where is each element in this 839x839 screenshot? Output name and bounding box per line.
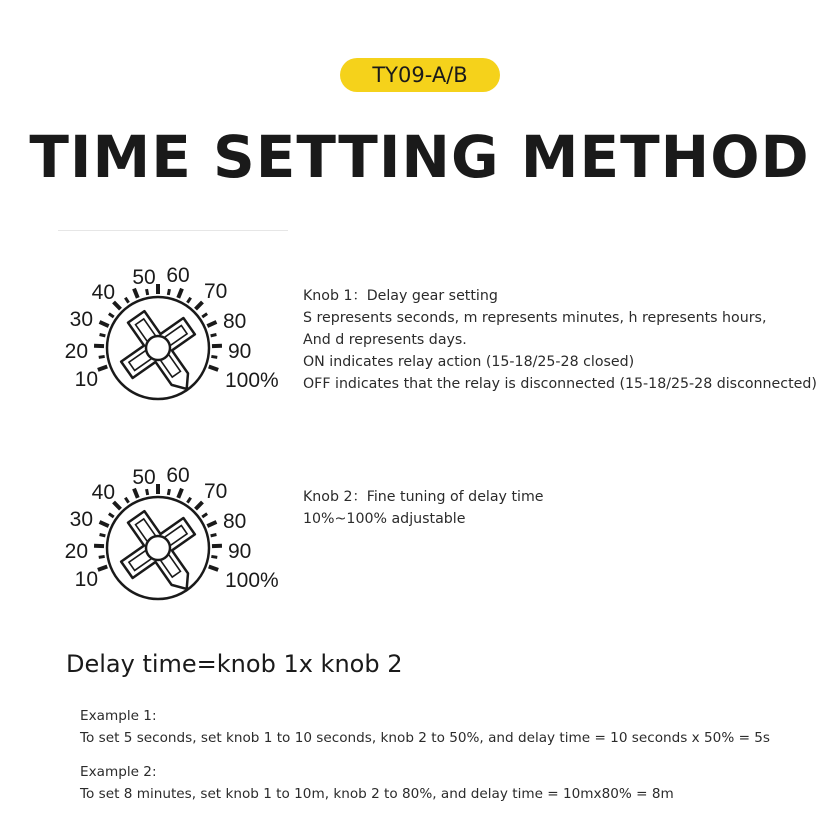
knob-2-description	[303, 486, 544, 530]
example-1-text: To set 5 seconds, set knob 1 to 10 seconds, knob 2 to 50%, and delay time = 10 seconds x 50% = 5s	[80, 730, 771, 746]
dial-scale-label: 10	[74, 568, 98, 591]
knob-1-line: S represents seconds, m represents minutes, h represents hours,	[303, 310, 767, 326]
knob-1-line: ON indicates relay action (15-18/25-28 closed)	[303, 354, 635, 370]
dial-tick	[211, 556, 217, 557]
divider	[58, 230, 288, 231]
dial-scale-label: 100%	[225, 569, 279, 592]
example-2-label: Example 2:	[80, 764, 157, 780]
knob-2-heading: Knob 2：Fine tuning of delay time	[303, 489, 544, 505]
dial-scale-label: 40	[91, 481, 115, 504]
knob-1-heading: Knob 1：Delay gear setting	[303, 288, 498, 304]
dial-tick	[109, 314, 114, 317]
dial-scale-label: 60	[166, 264, 190, 287]
dial-tick	[209, 366, 218, 369]
dial-hub	[146, 536, 170, 560]
knob-2-dial-illustration	[58, 458, 288, 638]
dial-tick	[168, 289, 169, 295]
dial-scale-label: 30	[69, 308, 93, 331]
dial-tick	[207, 322, 216, 326]
page-title: TIME SETTING METHOD	[29, 123, 810, 191]
delay-formula: Delay time=knob 1x knob 2	[66, 650, 403, 678]
dial-tick	[125, 498, 128, 503]
example-1-label: Example 1:	[80, 708, 157, 724]
dial-scale-label: 10	[74, 368, 98, 391]
dial-tick	[211, 356, 217, 357]
knob-1-line: OFF indicates that the relay is disconnected (15-18/25-28 disconnected)	[303, 376, 817, 392]
dial-scale-label: 90	[228, 340, 252, 363]
dial-tick	[211, 335, 217, 336]
dial-tick	[202, 314, 207, 317]
dial-tick	[196, 502, 203, 509]
dial-scale-label: 50	[132, 266, 156, 289]
dial-tick	[187, 298, 190, 303]
dial-scale-label: 50	[132, 466, 156, 489]
dial-tick	[125, 298, 128, 303]
dial-tick	[100, 335, 106, 336]
dial-tick	[147, 289, 148, 295]
dial-scale-label: 100%	[225, 369, 279, 392]
dial-scale-label: 20	[64, 540, 88, 563]
example-2	[80, 761, 674, 805]
dial-scale-label: 20	[64, 340, 88, 363]
dial-scale-label: 80	[223, 310, 247, 333]
example-1	[80, 705, 770, 749]
dial-tick	[100, 522, 109, 526]
dial-tick	[202, 514, 207, 517]
dial-tick	[100, 535, 106, 536]
model-badge: TY09-A/B	[340, 58, 500, 92]
dial-tick	[134, 489, 138, 498]
dial-scale-label: 80	[223, 510, 247, 533]
dial-tick	[178, 489, 182, 498]
knob-1-line: And d represents days.	[303, 332, 467, 348]
dial-tick	[98, 566, 107, 569]
dial-tick	[99, 356, 105, 357]
dial-tick	[109, 514, 114, 517]
dial-tick	[196, 302, 203, 309]
dial-tick	[209, 566, 218, 569]
example-2-text: To set 8 minutes, set knob 1 to 10m, knob 2 to 80%, and delay time = 10mx80% = 8m	[80, 786, 674, 802]
dial-scale-label: 70	[204, 480, 228, 503]
dial-tick	[178, 289, 182, 298]
dial-tick	[168, 489, 169, 495]
dial-hub	[146, 336, 170, 360]
dial-svg	[58, 458, 288, 638]
dial-tick	[187, 498, 190, 503]
dial-scale-label: 40	[91, 281, 115, 304]
dial-scale-label: 90	[228, 540, 252, 563]
dial-scale-label: 60	[166, 464, 190, 487]
dial-tick	[98, 366, 107, 369]
knob-2-line: 10%~100% adjustable	[303, 511, 466, 527]
dial-scale-label: 70	[204, 280, 228, 303]
dial-tick	[211, 535, 217, 536]
dial-scale-label: 30	[69, 508, 93, 531]
dial-svg	[58, 258, 288, 438]
dial-tick	[99, 556, 105, 557]
dial-tick	[100, 322, 109, 326]
knob-1-description	[303, 285, 817, 395]
knob-1-dial-illustration	[58, 258, 288, 438]
dial-tick	[147, 489, 148, 495]
dial-tick	[134, 289, 138, 298]
dial-tick	[207, 522, 216, 526]
